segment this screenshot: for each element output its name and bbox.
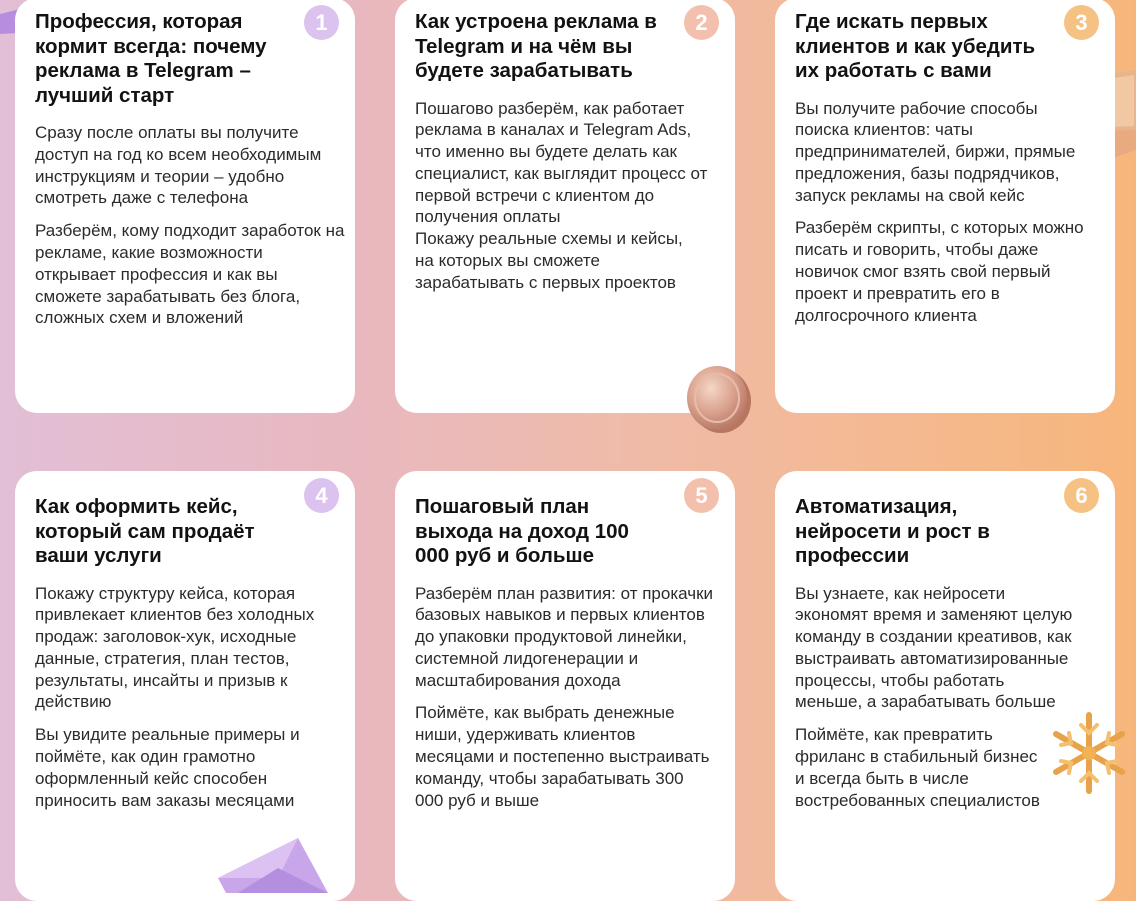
card-text: Вы получите рабочие способы поиска клиентов: чаты предпринимателей, биржи, прямые предложения, базы подрядчиков, запуск рекламы на свой кейс [795, 98, 1076, 205]
step-number-badge: 3 [1064, 5, 1099, 40]
card-title: Пошаговый план выхода на доход 100 000 руб и больше [415, 495, 629, 567]
card-title: Профессия, которая кормит всегда: почему реклама в Telegram – лучший старт [35, 10, 267, 107]
card-text: Покажу структуру кейса, которая привлекает клиентов без холодных продаж: заголовок-хук, исходные данные, стратегия, план тестов, результаты, инсайты и призыв к действию [35, 583, 315, 712]
card-text: Разберём, кому подходит заработок на рекламе, какие возможности открывает профессия и как вы сможете зарабатывать без блога, сложных схем и вложений [35, 221, 345, 328]
step-number-badge: 1 [304, 5, 339, 40]
module-card-6 [775, 471, 1115, 901]
card-text: Поймёте, как выбрать денежные ниши, удерживать клиентов месяцами и постепенно выстраивать команду, чтобы зарабатывать 300 000 руб и выше [415, 703, 710, 810]
card-title: Как оформить кейс, который сам продаёт ваши услуги [35, 495, 255, 567]
step-number-badge: 2 [684, 5, 719, 40]
snowflake-icon [1046, 710, 1132, 796]
card-text: Пошагово разберём, как работает реклама в каналах и Telegram Ads, что именно вы будете делать как специалист, как выглядит процесс от первой встречи с клиентом до получения оплаты [415, 98, 708, 227]
envelope-illustration [218, 838, 328, 893]
card-text: Поймёте, как превратить фриланс в стабильный бизнес и всегда быть в числе востребованных специалистов [795, 725, 1040, 810]
card-text: Вы узнаете, как нейросети экономят время и заменяют целую команду в создании креативов, как выстраивать автоматизированные процессы, чтобы работать меньше, а зарабатывать больше [795, 583, 1073, 712]
card-title: Где искать первых клиентов и как убедить их работать с вами [795, 10, 1036, 82]
module-card-3 [775, 0, 1115, 413]
module-card-1 [15, 0, 355, 413]
module-card-2 [395, 0, 735, 413]
module-card-5 [395, 471, 735, 901]
card-title: Автоматизация, нейросети и рост в профессии [795, 495, 990, 567]
step-number-badge: 5 [684, 478, 719, 513]
step-number-badge: 4 [304, 478, 339, 513]
card-text: Сразу после оплаты вы получите доступ на год ко всем необходимым инструкциям и теории – удобно смотреть даже с телефона [35, 123, 322, 208]
card-text: Покажу реальные схемы и кейсы, на которых вы сможете зарабатывать с первых проектов [415, 229, 683, 292]
coin-illustration [683, 363, 755, 435]
card-title: Как устроена реклама в Telegram и на чём вы будете зарабатывать [415, 10, 657, 82]
card-text: Вы увидите реальные примеры и поймёте, как один грамотно оформленный кейс способен приносить вам заказы месяцами [35, 725, 300, 810]
module-card-4 [15, 471, 355, 901]
card-text: Разберём план развития: от прокачки базовых навыков и первых клиентов до упаковки продуктовой линейки, системной лидогенерации и масштабирования дохода [415, 583, 714, 690]
step-number-badge: 6 [1064, 478, 1099, 513]
card-text: Разберём скрипты, с которых можно писать и говорить, чтобы даже новичок смог взять свой первый проект и превратить его в долгосрочного клиента [795, 218, 1084, 325]
